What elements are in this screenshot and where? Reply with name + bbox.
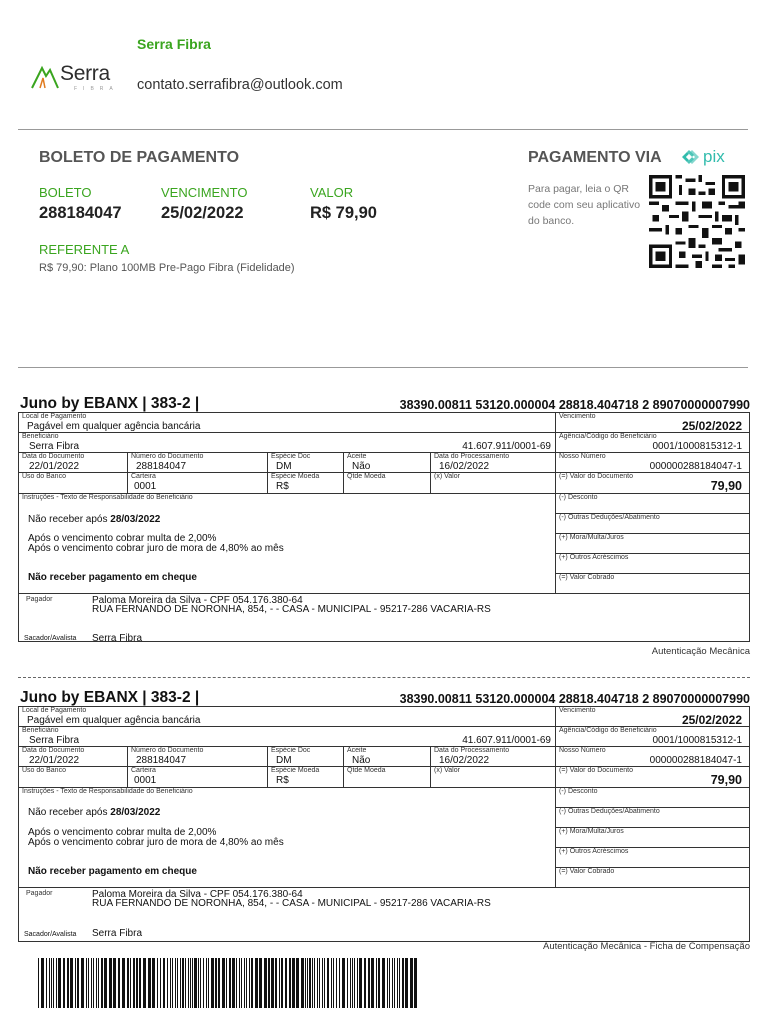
barcode-bar <box>211 958 214 1008</box>
barcode-bar <box>333 958 334 1008</box>
serra-fibra-logo <box>30 58 130 98</box>
barcode-bar <box>249 958 250 1008</box>
field-label: Data do Documento <box>22 747 85 754</box>
field-data-documento <box>18 746 127 766</box>
barcode-bar <box>127 958 129 1008</box>
field-label: Qtde Moeda <box>347 473 386 480</box>
barcode-bar <box>157 958 158 1008</box>
barcode-bar <box>229 958 231 1008</box>
field-carteira <box>127 766 267 787</box>
barcode-bar <box>200 958 201 1008</box>
barcode-bar <box>56 958 57 1008</box>
field-value: 25/02/2022 <box>681 713 742 727</box>
barcode-bar <box>192 958 193 1008</box>
field-valor-documento <box>555 472 750 493</box>
field-valor-cobrado <box>555 867 750 887</box>
field-aceite <box>343 746 430 766</box>
field-carteira <box>127 472 267 493</box>
barcode-bar <box>177 958 178 1008</box>
field-value: Pagável em qualquer agência bancária <box>27 421 201 432</box>
barcode-bar <box>236 958 237 1008</box>
pix-diamond-icon <box>676 146 740 168</box>
field-label: Data do Documento <box>22 453 85 460</box>
sacador-label: Sacador/Avalista <box>24 931 77 938</box>
field-label: (+) Outros Acréscimos <box>559 848 629 855</box>
instruction-interest: Após o vencimento cobrar juro de mora de 4,80% ao mês <box>28 837 284 848</box>
barcode-bar <box>239 958 240 1008</box>
field-outras-deducoes <box>555 513 750 533</box>
barcode-bar <box>136 958 138 1008</box>
field-valor-documento <box>555 766 750 787</box>
barcode-bar <box>259 958 262 1008</box>
barcode-bar <box>38 958 39 1008</box>
barcode-bar <box>387 958 388 1008</box>
field-nosso-numero <box>555 452 750 472</box>
bank-name: Juno by EBANX | 383-2 | <box>20 395 200 412</box>
payer-address: RUA FERNANDO DE NORONHA, 854, - - CASA - MUNICIPAL - 95217-286 VACARIA-RS <box>92 604 491 615</box>
instruction-fine: Após o vencimento cobrar multa de 2,00% <box>28 827 217 838</box>
field-x-valor <box>430 472 555 493</box>
field-label: Pagador <box>26 890 53 897</box>
field-especie-moeda <box>267 472 343 493</box>
field-label: (=) Valor do Documento <box>559 767 633 774</box>
field-local <box>18 412 555 432</box>
barcode-bar <box>399 958 400 1008</box>
boleto-number: 288184047 <box>39 204 122 222</box>
divider <box>18 129 748 130</box>
barcode-bar <box>357 958 358 1008</box>
barcode-bar <box>331 958 332 1008</box>
barcode-bar <box>222 958 225 1008</box>
barcode-bar <box>376 958 377 1008</box>
instruction-interest: Após o vencimento cobrar juro de mora de 4,80% ao mês <box>28 543 284 554</box>
barcode-bar <box>281 958 283 1008</box>
barcode-bar <box>268 958 270 1008</box>
barcode-bar <box>51 958 52 1008</box>
barcode-bar <box>75 958 76 1008</box>
barcode-bar <box>190 958 191 1008</box>
barcode-bar <box>382 958 385 1008</box>
barcode-bar <box>264 958 267 1008</box>
field-label: Número do Documento <box>131 453 204 460</box>
barcode-bar <box>392 958 393 1008</box>
field-outros-acrescimos <box>555 847 750 867</box>
barcode-bar <box>93 958 94 1008</box>
field-label: (+) Mora/Multa/Juros <box>559 828 624 835</box>
barcode-bar <box>53 958 54 1008</box>
field-value: DM <box>276 755 292 766</box>
field-qtde-moeda <box>343 472 430 493</box>
field-numero-documento <box>127 452 267 472</box>
field-value: Pagável em qualquer agência bancária <box>27 715 201 726</box>
field-outras-deducoes <box>555 807 750 827</box>
field-label: Local de Pagamento <box>22 413 87 420</box>
field-data-processamento <box>430 746 555 766</box>
barcode-bar <box>67 958 69 1008</box>
field-mora <box>555 533 750 553</box>
barcode-bar <box>188 958 189 1008</box>
field-label: Nosso Número <box>559 747 606 754</box>
barcode-bar <box>81 958 84 1008</box>
sacador-value: Serra Fibra <box>92 928 143 939</box>
field-x-valor <box>430 766 555 787</box>
field-especie-moeda <box>267 766 343 787</box>
field-label: Qtde Moeda <box>347 767 386 774</box>
barcode-bar <box>203 958 204 1008</box>
field-value: 0001/1000815312-1 <box>652 441 742 452</box>
barcode-bar <box>371 958 374 1008</box>
field-label: (=) Valor do Documento <box>559 473 633 480</box>
barcode-bar <box>275 958 277 1008</box>
field-label: (x) Valor <box>434 767 460 774</box>
field-cnpj: 41.607.911/0001-69 <box>462 735 551 746</box>
field-label: (+) Mora/Multa/Juros <box>559 534 624 541</box>
barcode-bar <box>292 958 295 1008</box>
barcode-bar <box>215 958 217 1008</box>
field-label: (-) Outras Deduções/Abatimento <box>559 808 660 815</box>
barcode-bar <box>309 958 311 1008</box>
field-beneficiario <box>18 726 555 746</box>
barcode-bar <box>63 958 65 1008</box>
barcode-bar <box>317 958 318 1008</box>
field-desconto <box>555 787 750 807</box>
field-label: Vencimento <box>559 413 596 420</box>
barcode-bar <box>58 958 61 1008</box>
slip-header <box>18 395 750 413</box>
barcode-bar <box>296 958 299 1008</box>
barcode-bar <box>359 958 362 1008</box>
field-label: Uso do Banco <box>22 767 66 774</box>
field-value: 0001/1000815312-1 <box>652 735 742 746</box>
barcode-bar <box>41 958 44 1008</box>
instruction-date: 28/03/2022 <box>110 514 161 525</box>
mechanical-authentication: Autenticação Mecânica <box>651 646 750 657</box>
field-label: Vencimento <box>559 707 596 714</box>
barcode-bar <box>285 958 287 1008</box>
field-vencimento <box>555 706 750 726</box>
barcode-bar <box>96 958 97 1008</box>
pix-instructions: Para pagar, leia o QR code com seu aplicativo do banco. <box>528 183 641 227</box>
field-qtde-moeda <box>343 766 430 787</box>
field-label: (+) Outros Acréscimos <box>559 554 629 561</box>
due-label: VENCIMENTO <box>161 185 248 200</box>
field-value: 0001 <box>134 775 157 786</box>
field-data-documento <box>18 452 127 472</box>
barcode-bar <box>244 958 245 1008</box>
amount-value: R$ 79,90 <box>310 204 377 222</box>
barcode-bar <box>289 958 291 1008</box>
field-label: Instruções - Texto de Responsabilidade do Beneficiário <box>22 494 193 501</box>
field-agencia <box>555 432 750 452</box>
field-local <box>18 706 555 726</box>
digitable-line[interactable]: 38390.00811 53120.000004 28818.404718 2 89070000007990 <box>399 692 750 706</box>
field-mora <box>555 827 750 847</box>
barcode-bar <box>130 958 131 1008</box>
reference-value: R$ 79,90: Plano 100MB Pre-Pago Fibra (Fidelidade) <box>39 262 295 274</box>
barcode-bar <box>133 958 135 1008</box>
barcode-bar <box>226 958 227 1008</box>
barcode-bar <box>91 958 92 1008</box>
due-date: 25/02/2022 <box>161 204 244 222</box>
barcode-bar <box>241 958 242 1008</box>
pix-logo-text: pix <box>703 147 725 166</box>
field-label: Agência/Código do Beneficiário <box>559 727 657 734</box>
field-data-processamento <box>430 452 555 472</box>
barcode-bar <box>139 958 141 1008</box>
barcode-bar <box>319 958 320 1008</box>
barcode-bar <box>101 958 103 1008</box>
barcode-bar <box>255 958 258 1008</box>
field-value: Serra Fibra <box>29 441 80 452</box>
field-valor-cobrado <box>555 573 750 593</box>
barcode-bar <box>312 958 313 1008</box>
digitable-line[interactable]: 38390.00811 53120.000004 28818.404718 2 89070000007990 <box>399 398 750 412</box>
barcode-bar <box>49 958 50 1008</box>
field-value: 22/01/2022 <box>29 755 80 766</box>
barcode-bar <box>414 958 417 1008</box>
amount-label: VALOR <box>310 185 354 200</box>
field-label: Data do Processamento <box>434 747 510 754</box>
barcode-bar <box>172 958 173 1008</box>
barcode-bar <box>251 958 253 1008</box>
barcode-bar <box>301 958 304 1008</box>
field-label: Aceite <box>347 747 367 754</box>
barcode-bar <box>98 958 99 1008</box>
barcode-bar <box>208 958 209 1008</box>
barcode-bar <box>279 958 280 1008</box>
barcode-bar <box>167 958 168 1008</box>
bank-name: Juno by EBANX | 383-2 | <box>20 689 200 706</box>
barcode-bar <box>113 958 116 1008</box>
company-email[interactable]: contato.serrafibra@outlook.com <box>137 77 343 93</box>
field-label: Beneficiário <box>22 433 59 440</box>
barcode-bar <box>175 958 176 1008</box>
barcode-bar <box>143 958 146 1008</box>
barcode-bar <box>307 958 308 1008</box>
field-label: Pagador <box>26 596 53 603</box>
field-value: 0001 <box>134 481 157 492</box>
field-label: Local de Pagamento <box>22 707 87 714</box>
barcode-bar <box>77 958 79 1008</box>
pix-logo <box>676 146 740 173</box>
field-label: Carteira <box>131 473 156 480</box>
instruction-text: Não receber após <box>28 514 108 525</box>
payer-address: RUA FERNANDO DE NORONHA, 854, - - CASA - MUNICIPAL - 95217-286 VACARIA-RS <box>92 898 491 909</box>
barcode-bar <box>88 958 89 1008</box>
barcode-bar <box>122 958 125 1008</box>
slip-header <box>18 689 750 707</box>
barcode-bar <box>232 958 235 1008</box>
barcode-bar <box>397 958 398 1008</box>
field-label: (-) Desconto <box>559 788 598 795</box>
boleto-compensation-slip <box>18 689 750 954</box>
instruction-no-receive <box>28 514 160 525</box>
barcode-bar <box>163 958 165 1008</box>
barcode-bar <box>352 958 353 1008</box>
instruction-fine: Após o vencimento cobrar multa de 2,00% <box>28 533 217 544</box>
sacador-value: Serra Fibra <box>92 633 143 644</box>
payment-barcode <box>38 958 418 1008</box>
barcode-bar <box>314 958 315 1008</box>
field-vencimento <box>555 412 750 432</box>
field-especie-doc <box>267 746 343 766</box>
barcode-bar <box>86 958 87 1008</box>
barcode-bar <box>148 958 151 1008</box>
barcode-bar <box>378 958 380 1008</box>
barcode-bar <box>410 958 413 1008</box>
field-value: Não <box>352 461 371 472</box>
field-value: Serra Fibra <box>29 735 80 746</box>
field-especie-doc <box>267 452 343 472</box>
field-value: 000000288184047-1 <box>649 461 742 472</box>
field-value: 79,90 <box>710 773 742 787</box>
field-nosso-numero <box>555 746 750 766</box>
field-value: DM <box>276 461 292 472</box>
field-label: Uso do Banco <box>22 473 66 480</box>
pix-qr-code <box>649 175 745 268</box>
barcode-bar <box>246 958 247 1008</box>
barcode-bar <box>327 958 329 1008</box>
logo-subtext: FIBRA <box>74 86 119 92</box>
barcode-bar <box>405 958 408 1008</box>
barcode-bar <box>368 958 370 1008</box>
field-label: (x) Valor <box>434 473 460 480</box>
field-label: (=) Valor Cobrado <box>559 574 615 581</box>
barcode-bar <box>194 958 197 1008</box>
field-value: 16/02/2022 <box>439 461 490 472</box>
field-label: Nosso Número <box>559 453 606 460</box>
field-label: Carteira <box>131 767 156 774</box>
sacador-label: Sacador/Avalista <box>24 635 77 642</box>
instruction-no-receive <box>28 807 160 818</box>
payer-name: Paloma Moreira da Silva - CPF 054.176.380-64 <box>92 595 303 606</box>
barcode-bar <box>160 958 161 1008</box>
barcode-bar <box>182 958 184 1008</box>
barcode-bar <box>364 958 366 1008</box>
field-value: 288184047 <box>136 755 187 766</box>
barcode-bar <box>206 958 207 1008</box>
field-label: (=) Valor Cobrado <box>559 868 615 875</box>
mechanical-authentication: Autenticação Mecânica - Ficha de Compensação <box>542 941 750 952</box>
barcode-bar <box>185 958 186 1008</box>
barcode-bar <box>70 958 73 1008</box>
instruction-no-check: Não receber pagamento em cheque <box>28 866 197 877</box>
boleto-receipt <box>18 395 750 665</box>
boleto-title: BOLETO DE PAGAMENTO <box>39 149 240 166</box>
barcode-bar <box>152 958 155 1008</box>
boleto-label: BOLETO <box>39 185 92 200</box>
divider <box>18 367 748 368</box>
barcode-bar <box>336 958 337 1008</box>
field-agencia <box>555 726 750 746</box>
company-name: Serra Fibra <box>137 36 211 52</box>
barcode-bar <box>339 958 340 1008</box>
field-label: Espécie Moeda <box>271 473 320 480</box>
field-label: Beneficiário <box>22 727 59 734</box>
field-uso-banco <box>18 472 127 493</box>
barcode-bar <box>180 958 181 1008</box>
instruction-date: 28/03/2022 <box>110 807 161 818</box>
field-beneficiario <box>18 432 555 452</box>
barcode-bar <box>46 958 47 1008</box>
field-outros-acrescimos <box>555 553 750 573</box>
field-value: 000000288184047-1 <box>649 755 742 766</box>
field-label: Aceite <box>347 453 367 460</box>
barcode-bar <box>109 958 112 1008</box>
field-label: Espécie Moeda <box>271 767 320 774</box>
instruction-no-check: Não receber pagamento em cheque <box>28 572 197 583</box>
instruction-text: Não receber após <box>28 807 108 818</box>
field-value: 288184047 <box>136 461 187 472</box>
field-numero-documento <box>127 746 267 766</box>
cut-line <box>18 677 750 678</box>
field-label: Número do Documento <box>131 747 204 754</box>
barcode-bar <box>354 958 355 1008</box>
barcode-bar <box>347 958 348 1008</box>
barcode-bar <box>402 958 404 1008</box>
field-value: Não <box>352 755 371 766</box>
field-label: Agência/Código do Beneficiário <box>559 433 657 440</box>
field-value: R$ <box>276 775 289 786</box>
payer-name: Paloma Moreira da Silva - CPF 054.176.380-64 <box>92 889 303 900</box>
field-label: (-) Outras Deduções/Abatimento <box>559 514 660 521</box>
barcode-bar <box>342 958 345 1008</box>
mountain-icon <box>30 62 60 92</box>
logo-text: Serra <box>60 62 110 85</box>
field-label: Instruções - Texto de Responsabilidade do Beneficiário <box>22 788 193 795</box>
barcode-bar <box>322 958 323 1008</box>
barcode-bar <box>118 958 120 1008</box>
barcode-bar <box>350 958 351 1008</box>
barcode-bar <box>305 958 306 1008</box>
field-label: Espécie Doc <box>271 747 311 754</box>
barcode-bar <box>198 958 199 1008</box>
field-value: 79,90 <box>710 479 742 493</box>
barcode-bar <box>271 958 274 1008</box>
field-desconto <box>555 493 750 513</box>
barcode-bar <box>218 958 220 1008</box>
field-value: 25/02/2022 <box>681 419 742 433</box>
field-value: 22/01/2022 <box>29 461 80 472</box>
barcode-bar <box>324 958 325 1008</box>
field-value: 16/02/2022 <box>439 755 490 766</box>
field-label: (-) Desconto <box>559 494 598 501</box>
pix-title: PAGAMENTO VIA <box>528 149 662 166</box>
field-value: R$ <box>276 481 289 492</box>
barcode-bar <box>170 958 171 1008</box>
field-aceite <box>343 452 430 472</box>
reference-label: REFERENTE A <box>39 242 130 257</box>
field-label: Espécie Doc <box>271 453 311 460</box>
barcode-bar <box>104 958 107 1008</box>
field-cnpj: 41.607.911/0001-69 <box>462 441 551 452</box>
barcode-bar <box>394 958 395 1008</box>
field-uso-banco <box>18 766 127 787</box>
field-label: Data do Processamento <box>434 453 510 460</box>
barcode-bar <box>389 958 390 1008</box>
